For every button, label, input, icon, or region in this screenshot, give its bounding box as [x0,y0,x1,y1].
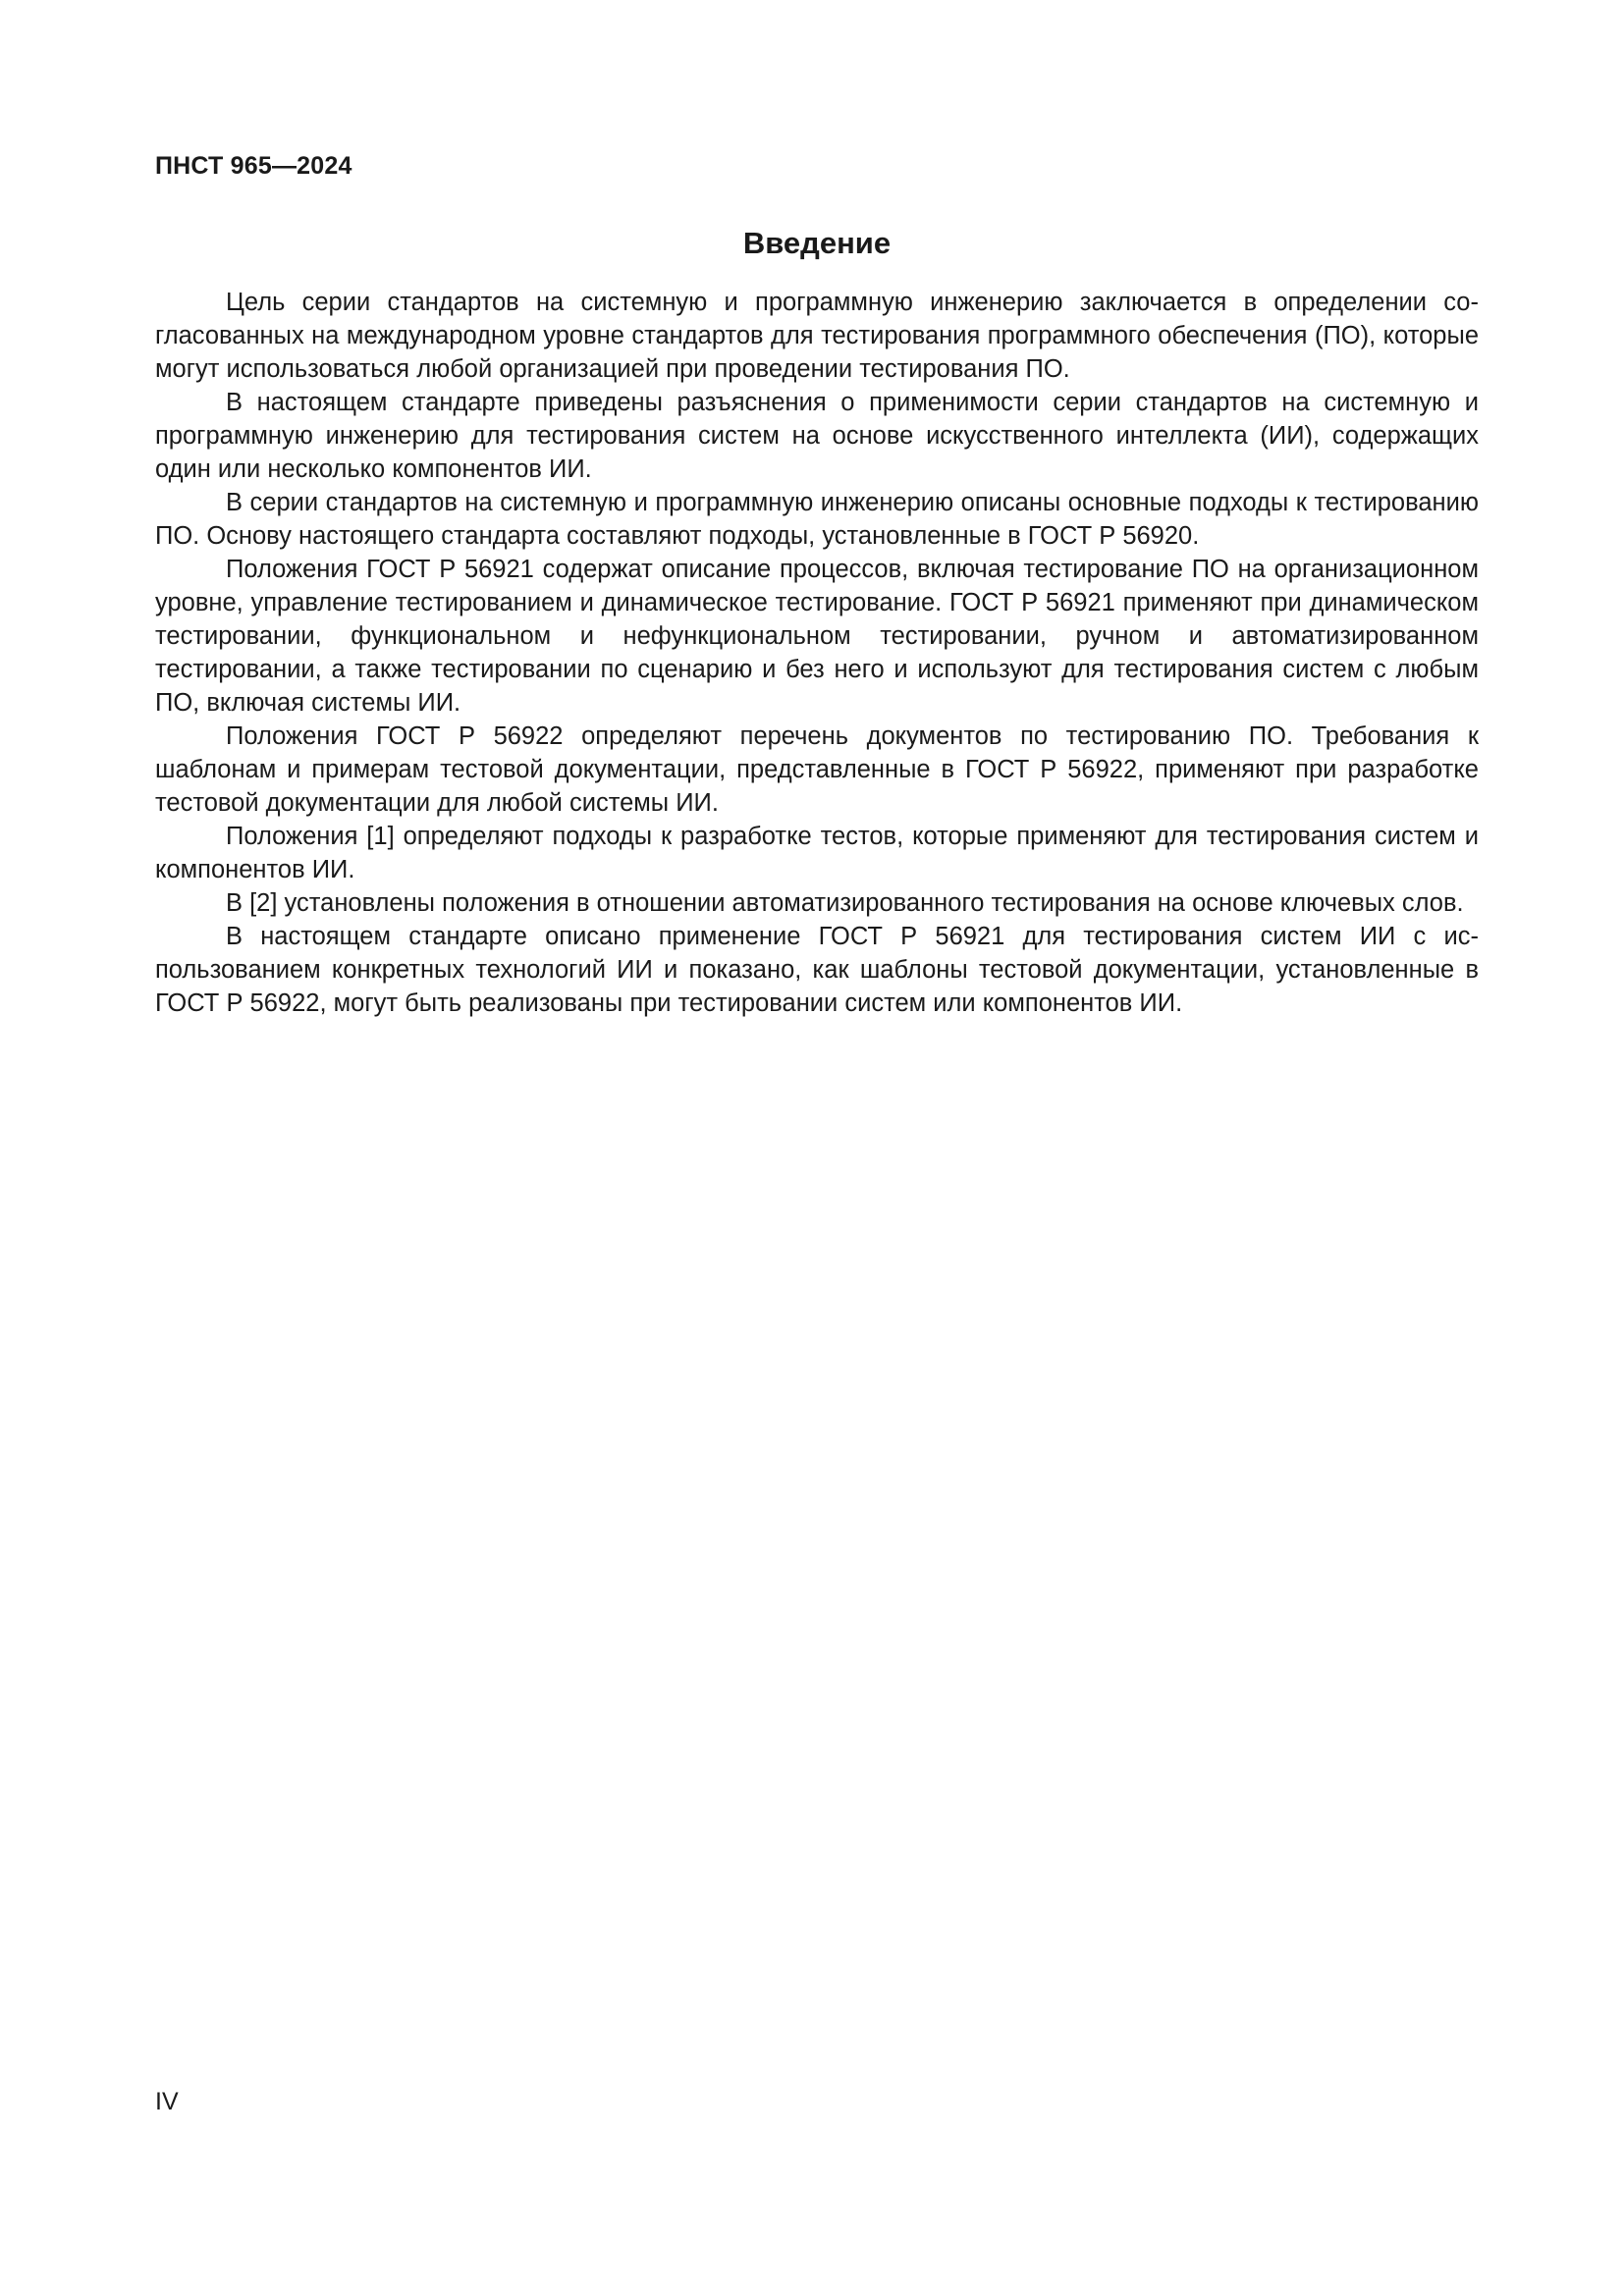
document-id: ПНСТ 965—2024 [155,152,352,180]
paragraph: В настоящем стандарте приведены разъяснения о применимости серии стандартов на системную и программную инженерию для тестирования систем на основе искусственного интеллекта (ИИ), содержащих один или несколько компонентов ИИ. [155,389,1479,483]
paragraph: В настоящем стандарте описано применение ГОСТ Р 56921 для тестирования систем ИИ с использованием конкретных технологий ИИ и показано, как шаблоны тестовой документации, установленные в ГОСТ Р 56922, могут быть реализованы при тестировании систем или компонентов ИИ. [155,923,1479,1017]
section-title: Введение [742,226,892,260]
paragraph: Положения ГОСТ Р 56922 определяют перечень документов по тестированию ПО. Требования к шаблонам и примерам тестовой документации, представленные в ГОСТ Р 56922, применяют при разработке тестовой документации для любой системы ИИ. [155,722,1479,817]
page-number: IV [155,2088,179,2115]
paragraph: Положения [1] определяют подходы к разработке тестов, которые применяют для тестирования систем и компонентов ИИ. [155,823,1479,883]
paragraph: Положения ГОСТ Р 56921 содержат описание процессов, включая тестирование ПО на организационном уровне, управление тестированием и динамическое тестирование. ГОСТ Р 56921 применяют при динамическом тестировании, функциональном и нефункциональном тестировании, ручном и автоматизированном тестировании, а также тестировании по сценарию и без него и используют для тестирования систем с любым ПО, включая системы ИИ. [155,556,1479,717]
paragraph: В серии стандартов на системную и программную инженерию описаны основные подходы к тестированию ПО. Основу настоящего стандарта составляют подходы, установленные в ГОСТ Р 56920. [155,489,1479,550]
section-body [155,286,1479,1020]
paragraph: В [2] установлены положения в отношении автоматизированного тестирования на основе ключевых слов. [226,889,1464,917]
paragraph: Цель серии стандартов на системную и программную инженерию заключается в определении согласованных на международном уровне стандартов для тестирования программного обеспечения (ПО), которые могут использоваться любой организацией при проведении тестирования ПО. [155,289,1479,383]
